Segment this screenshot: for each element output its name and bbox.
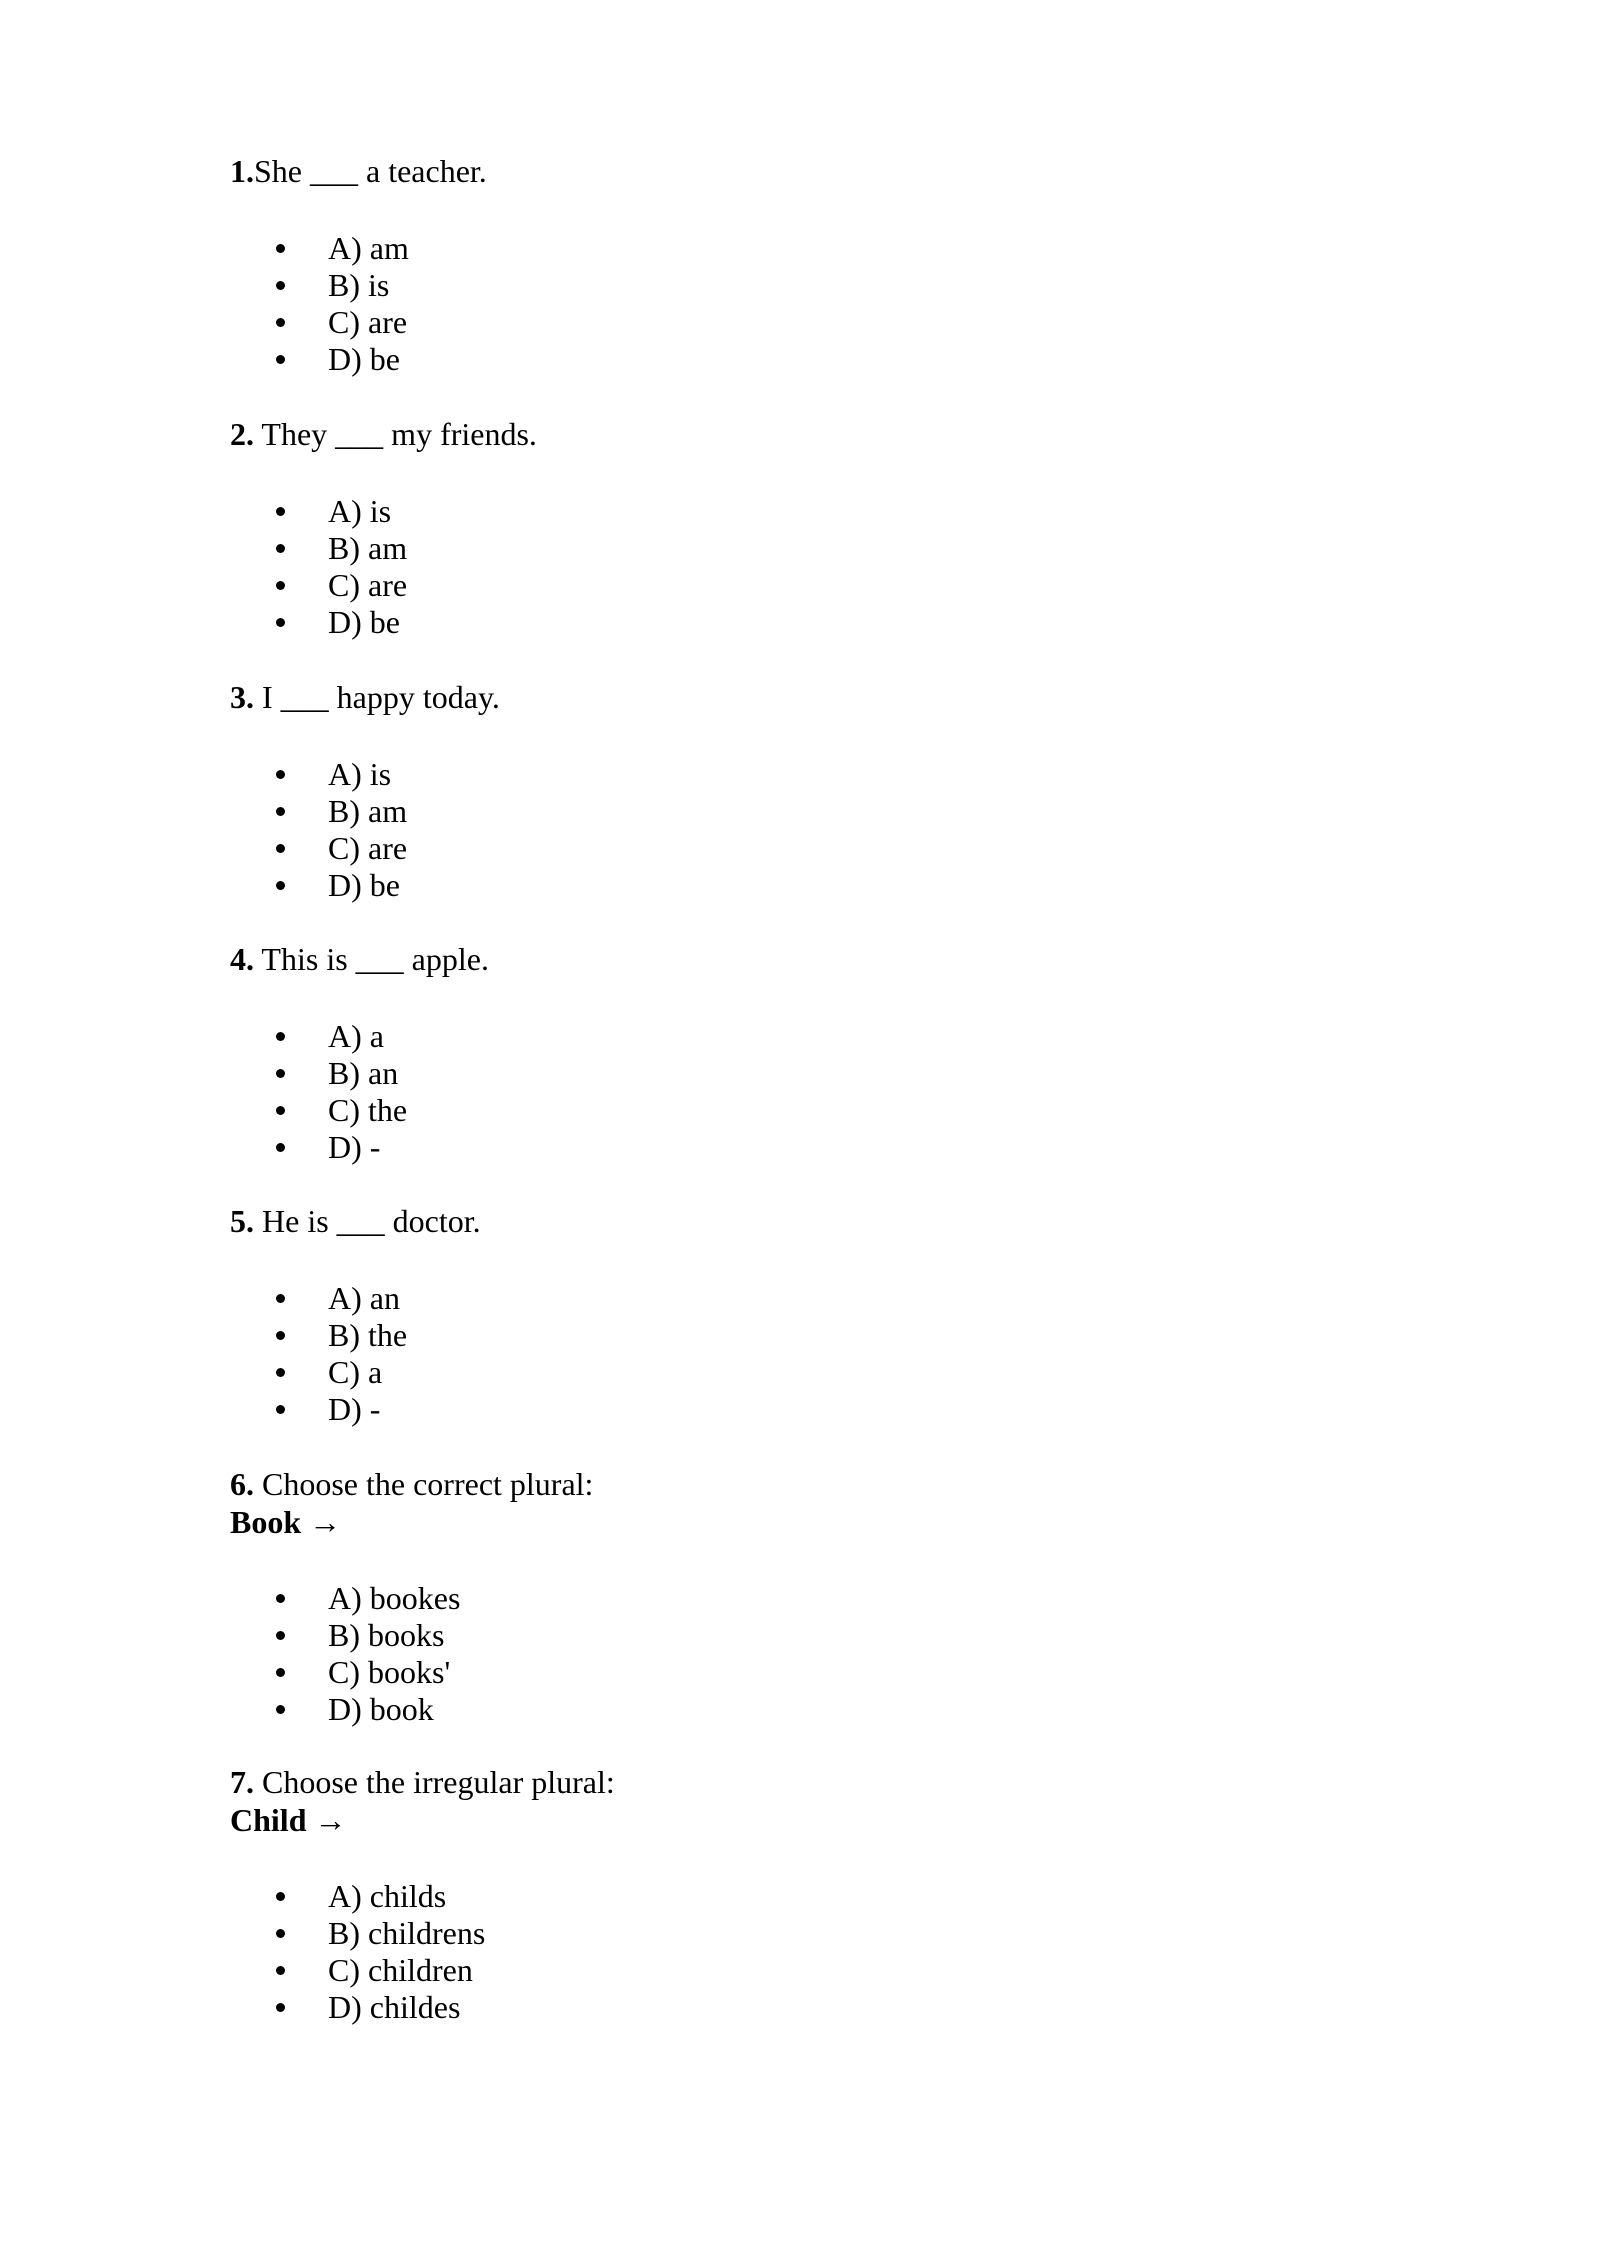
bullet-icon [276,507,285,516]
question-5-option-d: D) - [328,1391,381,1427]
question-6 [230,1465,593,1541]
question-7-word: Child → [230,1802,347,1838]
bullet-icon [276,1705,285,1714]
question-4-option-b: B) an [328,1055,399,1091]
question-6-option-c: C) books' [328,1654,451,1690]
bullet-icon [276,281,285,290]
bullet-icon [276,1594,285,1603]
question-3-option-b: B) am [328,793,408,829]
question-7-prompt [230,1763,615,1801]
question-3-option-a: A) is [328,756,392,792]
bullet-icon [276,807,285,816]
bullet-icon [276,881,285,890]
question-text: I ___ happy today. [254,679,500,715]
question-number: 6. [230,1466,254,1502]
question-7-option-b: B) childrens [328,1915,486,1951]
bullet-icon [276,1405,285,1414]
question-number: 3. [230,679,254,715]
question-number: 2. [230,416,254,452]
question-number: 1. [230,153,254,189]
question-text: Choose the irregular plural: [254,1764,615,1800]
question-5-prompt [230,1202,481,1240]
question-2-option-c: C) are [328,567,408,603]
question-4-option-d: D) - [328,1129,381,1165]
question-1 [230,152,487,190]
question-1-option-c: C) are [328,304,408,340]
question-6-option-b: B) books [328,1617,445,1653]
bullet-icon [276,2003,285,2012]
bullet-icon [276,1331,285,1340]
question-text: She ___ a teacher. [254,153,487,189]
question-5-option-b: B) the [328,1317,408,1353]
question-1-option-d: D) be [328,341,400,377]
question-6-option-a: A) bookes [328,1580,461,1616]
bullet-icon [276,1668,285,1677]
question-number: 4. [230,941,254,977]
question-6-prompt [230,1465,593,1503]
question-7-option-a: A) childs [328,1878,447,1914]
bullet-icon [276,1631,285,1640]
question-1-option-a: A) am [328,230,409,266]
bullet-icon [276,244,285,253]
question-7-option-c: C) children [328,1952,473,1988]
bullet-icon [276,1143,285,1152]
bullet-icon [276,581,285,590]
question-6-word: Book → [230,1504,342,1540]
question-6-option-d: D) book [328,1691,434,1727]
question-2-option-d: D) be [328,604,400,640]
bullet-icon [276,618,285,627]
bullet-icon [276,1368,285,1377]
question-5 [230,1202,481,1240]
question-number: 7. [230,1764,254,1800]
bullet-icon [276,1929,285,1938]
question-3-option-d: D) be [328,867,400,903]
question-5-option-c: C) a [328,1354,383,1390]
question-text: Choose the correct plural: [254,1466,594,1502]
question-7-option-d: D) childes [328,1989,461,2025]
question-3-option-c: C) are [328,830,408,866]
bullet-icon [276,844,285,853]
question-4-option-c: C) the [328,1092,408,1128]
question-3-prompt [230,678,500,716]
question-2-prompt [230,415,537,453]
question-4 [230,940,489,978]
bullet-icon [276,770,285,779]
bullet-icon [276,1069,285,1078]
bullet-icon [276,1106,285,1115]
bullet-icon [276,1294,285,1303]
bullet-icon [276,1892,285,1901]
question-4-prompt [230,940,489,978]
question-3 [230,678,500,716]
bullet-icon [276,544,285,553]
question-5-option-a: A) an [328,1280,400,1316]
question-1-prompt [230,152,487,190]
question-text: He is ___ doctor. [254,1203,481,1239]
question-4-option-a: A) a [328,1018,384,1054]
bullet-icon [276,318,285,327]
bullet-icon [276,1032,285,1041]
question-number: 5. [230,1203,254,1239]
question-text: This is ___ apple. [254,941,489,977]
bullet-icon [276,355,285,364]
question-text: They ___ my friends. [254,416,537,452]
question-1-option-b: B) is [328,267,390,303]
question-7 [230,1763,615,1839]
question-2-option-b: B) am [328,530,408,566]
bullet-icon [276,1966,285,1975]
question-2 [230,415,537,453]
question-2-option-a: A) is [328,493,392,529]
